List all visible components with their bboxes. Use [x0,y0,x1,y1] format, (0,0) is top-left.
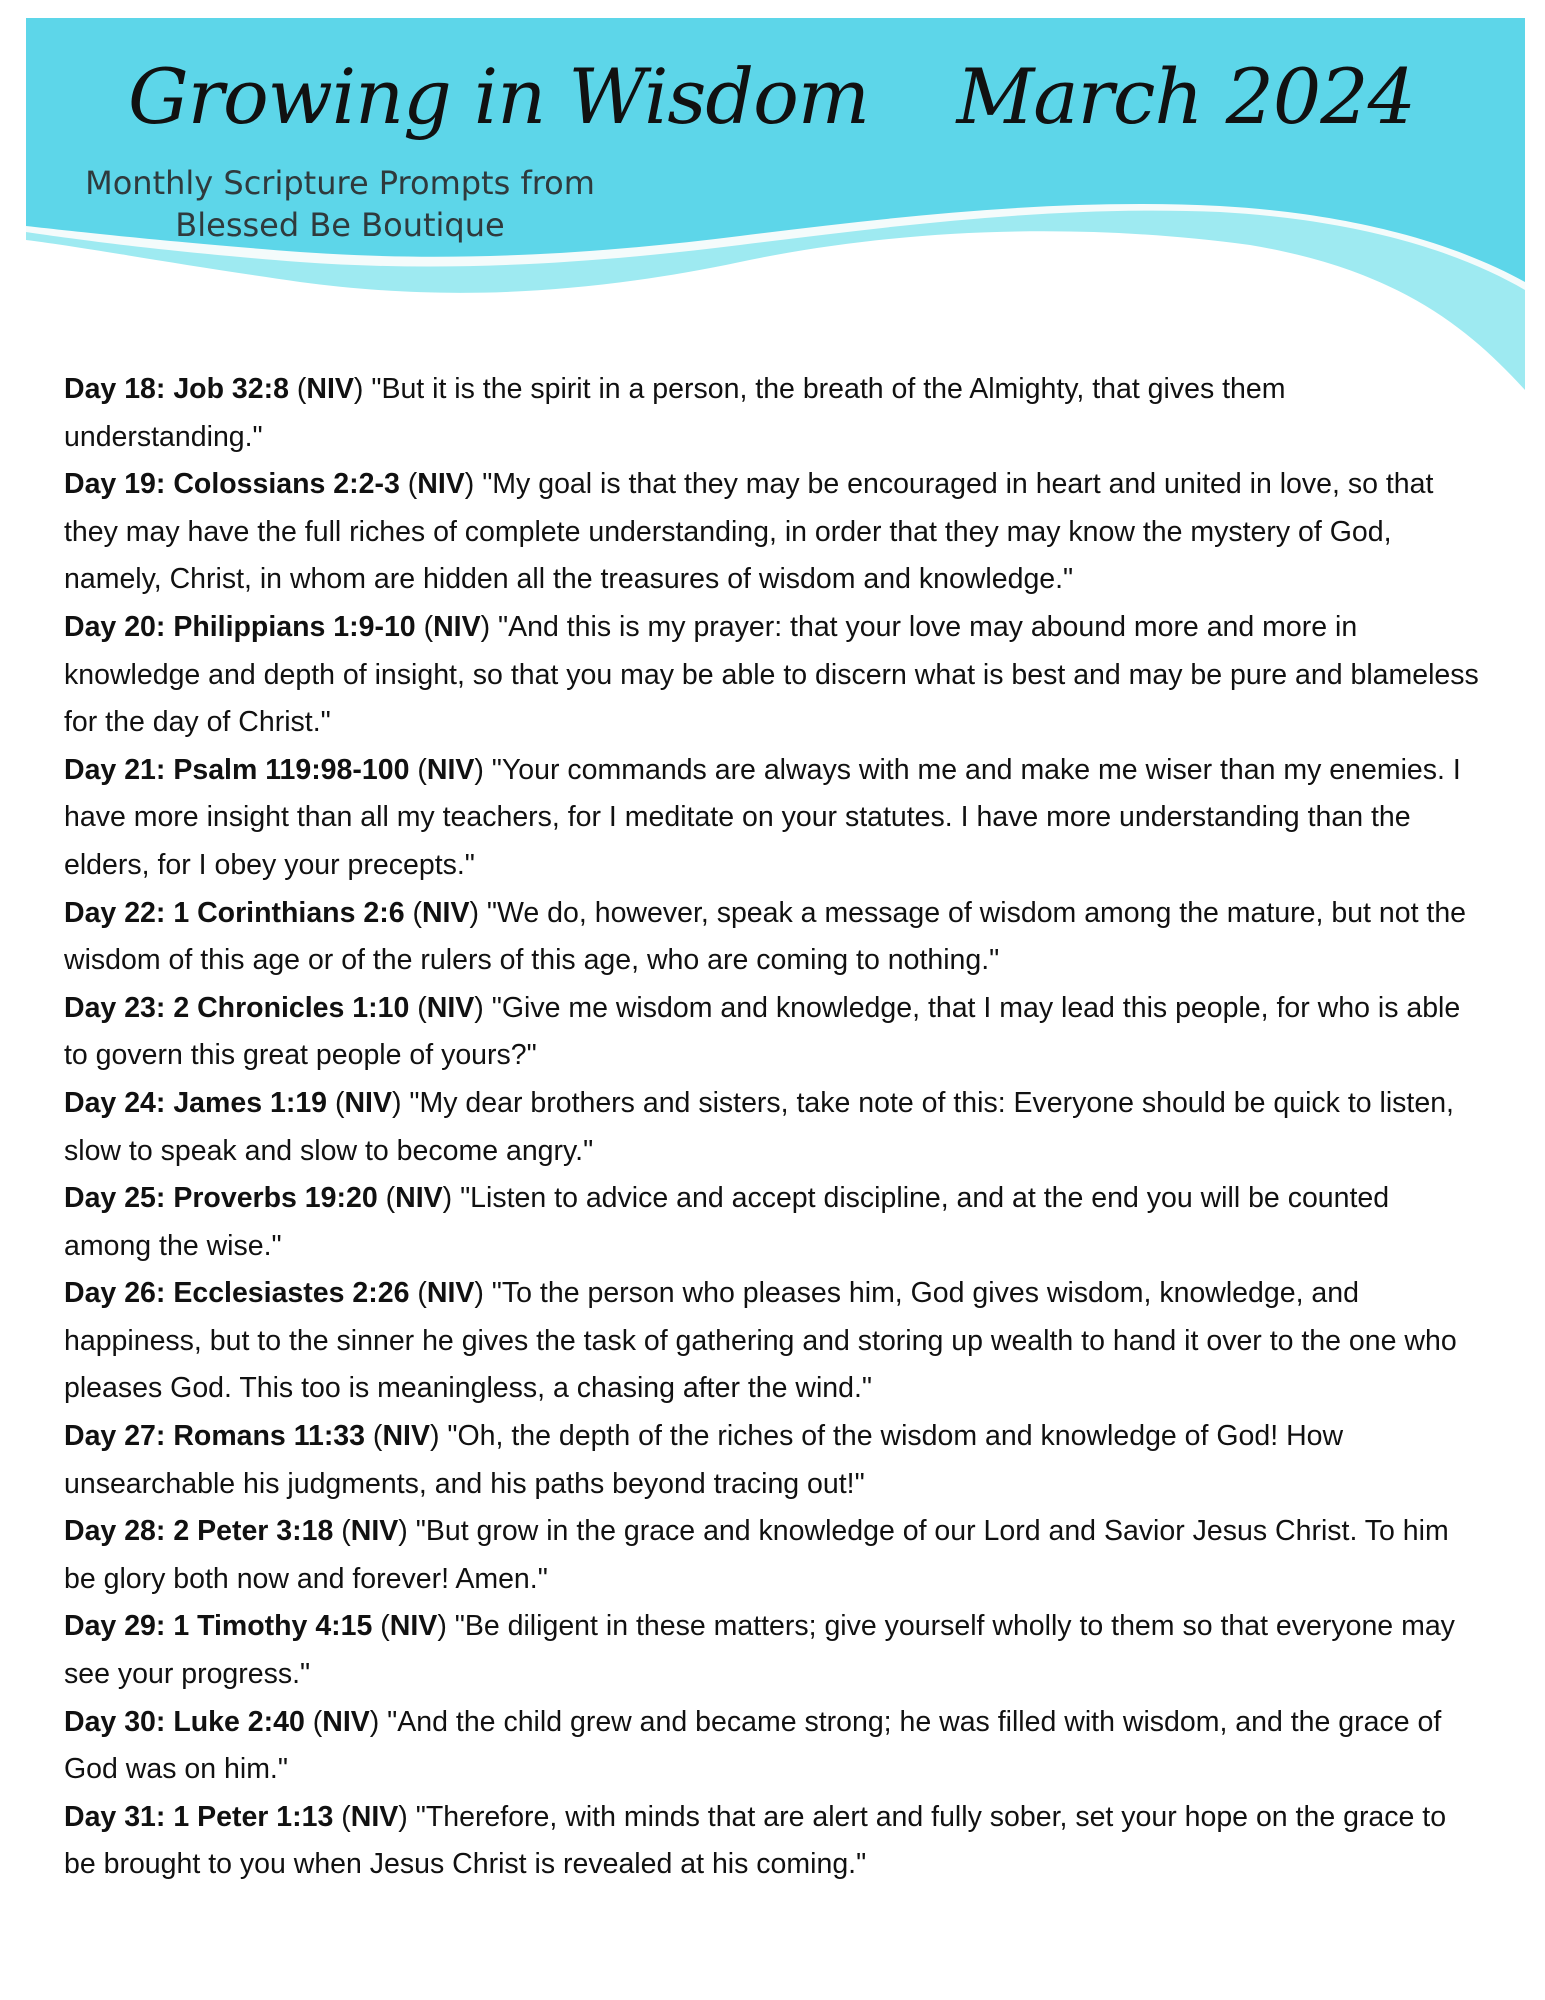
entry-reference: Psalm 119:98-100 [173,753,410,786]
entry-version: NIV [417,468,465,501]
entry-day: Day 19: [64,468,166,501]
entry-version: NIV [382,1420,430,1453]
entry-reference: Ecclesiastes 2:26 [173,1277,410,1310]
entry-text: "To the person who pleases him, God gives wisdom, knowledge, and happiness, but to the sinner he gives the task of gathering and storing up wealth to hand it over to the one who pleases God. This too is meaningless, a chasing after the wind." [64,1277,1457,1405]
entry-reference: Luke 2:40 [173,1705,305,1738]
entry-day: Day 23: [64,991,166,1024]
entry-text: "My dear brothers and sisters, take note of this: Everyone should be quick to listen, slow to speak and slow to become angry." [64,1086,1454,1167]
entry-version: NIV [426,753,475,786]
entry-day: Day 21: [64,753,166,786]
entry-text: "But grow in the grace and knowledge of our Lord and Savior Jesus Christ. To him be glory both now and forever! Amen." [64,1515,1449,1595]
entry-text: "We do, however, speak a message of wisdom among the mature, but not the wisdom of this age or of the rulers of this age, who are coming to nothing." [64,896,1467,977]
entry-day: Day 18: [64,373,166,405]
scripture-entry-day-30: Day 30: Luke 2:40 (NIV) "And the child grew and became strong; he was filled with wisdom, and the grace of God was on him." [64,1705,1442,1786]
scripture-entry-day-19: Day 19: Colossians 2:2-3 (NIV) "My goal is that they may be encouraged in heart and united in love, so that they may have the full riches of complete understanding, in order that they may know the mystery of God, namely, Christ, in whom are hidden all the treasures of wisdom and knowledge." [64,468,1434,596]
subtitle-line-1: Monthly Scripture Prompts from [85,164,595,202]
entry-version: NIV [344,1086,392,1119]
entry-text: "Oh, the depth of the riches of the wisdom and knowledge of God! How unsearchable his judgments, and his paths beyond tracing out!" [64,1420,1344,1500]
scripture-entry-day-31: Day 31: 1 Peter 1:13 (NIV) "Therefore, with minds that are alert and fully sober, set your hope on the grace to be brought to you when Jesus Christ is revealed at his coming." [64,1800,1447,1881]
scripture-entry-day-29: Day 29: 1 Timothy 4:15 (NIV) "Be diligent in these matters; give yourself wholly to them so that everyone may see your progress." [64,1610,1455,1691]
month-title: March 2024 [956,52,1415,141]
entry-reference: 1 Timothy 4:15 [173,1610,373,1643]
scripture-entry-day-21: Day 21: Psalm 119:98-100 (NIV) "Your commands are always with me and make me wiser than my enemies. I have more insight than all my teachers, for I meditate on your statutes. I have more understanding than the elders, for I obey your precepts." [64,753,1461,881]
subtitle-line-2: Blessed Be Boutique [175,206,505,244]
entry-reference: Job 32:8 [173,373,289,405]
entry-text: "Be diligent in these matters; give yourself wholly to them so that everyone may see your progress." [64,1610,1455,1691]
entry-day: Day 26: [64,1277,166,1310]
scripture-entry-day-28: Day 28: 2 Peter 3:18 (NIV) "But grow in the grace and knowledge of our Lord and Savior Jesus Christ. To him be glory both now and forever! Amen." [64,1515,1449,1595]
entry-reference: Romans 11:33 [173,1420,366,1453]
entry-version: NIV [350,1515,399,1548]
entry-day: Day 28: [64,1515,166,1548]
scripture-entry-day-18: Day 18: Job 32:8 (NIV) "But it is the spirit in a person, the breath of the Almighty, that gives them understanding." [64,373,1286,453]
entry-reference: James 1:19 [173,1086,328,1119]
page-title: Growing in Wisdom [128,52,869,141]
entry-text: "But it is the spirit in a person, the breath of the Almighty, that gives them understanding." [64,373,1286,453]
entry-text: "Give me wisdom and knowledge, that I may lead this people, for who is able to govern this great people of yours?" [64,991,1461,1072]
entry-day: Day 27: [64,1420,166,1453]
entry-day: Day 31: [64,1800,166,1833]
entry-reference: 2 Chronicles 1:10 [173,991,410,1024]
scripture-entry-day-20: Day 20: Philippians 1:9-10 (NIV) "And this is my prayer: that your love may abound more and more in knowledge and depth of insight, so that you may be able to discern what is best and may be pure and blameless for the day of Christ." [64,610,1479,739]
scripture-entry-day-22: Day 22: 1 Corinthians 2:6 (NIV) "We do, however, speak a message of wisdom among the mature, but not the wisdom of this age or of the rulers of this age, who are coming to nothing." [64,896,1467,977]
entry-day: Day 30: [64,1705,166,1738]
entry-version: NIV [426,1277,475,1310]
scripture-entry-day-27: Day 27: Romans 11:33 (NIV) "Oh, the depth of the riches of the wisdom and knowledge of God! How unsearchable his judgments, and his paths beyond tracing out!" [64,1420,1344,1500]
entry-version: NIV [322,1705,370,1738]
subtitle [80,162,600,246]
entry-day: Day 22: [64,896,166,929]
entry-day: Day 24: [64,1086,166,1119]
entry-day: Day 25: [64,1182,166,1215]
entry-version: NIV [389,1610,438,1643]
entry-version: NIV [426,991,475,1024]
entry-text: "Your commands are always with me and make me wiser than my enemies. I have more insight than all my teachers, for I meditate on your statutes. I have more understanding than the elders, for I obey your precepts." [64,753,1461,881]
scripture-entry-day-25: Day 25: Proverbs 19:20 (NIV) "Listen to advice and accept discipline, and at the end you will be counted among the wise." [64,1182,1390,1262]
entry-version: NIV [306,373,354,405]
entry-version: NIV [350,1800,399,1833]
scripture-list [64,366,1484,1889]
entry-reference: Proverbs 19:20 [173,1182,378,1215]
entry-day: Day 29: [64,1610,166,1643]
entry-version: NIV [395,1182,443,1215]
scripture-entry-day-24: Day 24: James 1:19 (NIV) "My dear brothers and sisters, take note of this: Everyone should be quick to listen, slow to speak and slow to become angry." [64,1086,1454,1167]
entry-text: "My goal is that they may be encouraged in heart and united in love, so that they may have the full riches of complete understanding, in order that they may know the mystery of God, namely, Christ, in whom are hidden all the treasures of wisdom and knowledge." [64,468,1434,596]
entry-reference: 1 Corinthians 2:6 [173,896,405,929]
scripture-entry-day-26: Day 26: Ecclesiastes 2:26 (NIV) "To the person who pleases him, God gives wisdom, knowledge, and happiness, but to the sinner he gives the task of gathering and storing up wealth to hand it over to the one who pleases God. This too is meaningless, a chasing after the wind." [64,1277,1457,1405]
header-banner [0,0,1545,420]
entry-reference: 1 Peter 1:13 [173,1800,334,1833]
entry-reference: Colossians 2:2-3 [173,468,400,501]
entry-text: "And this is my prayer: that your love may abound more and more in knowledge and depth of insight, so that you may be able to discern what is best and may be pure and blameless for the day of Christ." [64,610,1479,739]
entry-text: "And the child grew and became strong; he was filled with wisdom, and the grace of God was on him." [64,1705,1442,1786]
entry-text: "Listen to advice and accept discipline, and at the end you will be counted among the wise." [64,1182,1390,1262]
entry-day: Day 20: [64,610,166,643]
scripture-entry-day-23: Day 23: 2 Chronicles 1:10 (NIV) "Give me wisdom and knowledge, that I may lead this people, for who is able to govern this great people of yours?" [64,991,1461,1072]
entry-text: "Therefore, with minds that are alert and fully sober, set your hope on the grace to be brought to you when Jesus Christ is revealed at his coming." [64,1800,1447,1881]
entry-reference: 2 Peter 3:18 [173,1515,334,1548]
entry-version: NIV [433,610,481,643]
entry-reference: Philippians 1:9-10 [173,610,416,643]
entry-version: NIV [421,896,470,929]
